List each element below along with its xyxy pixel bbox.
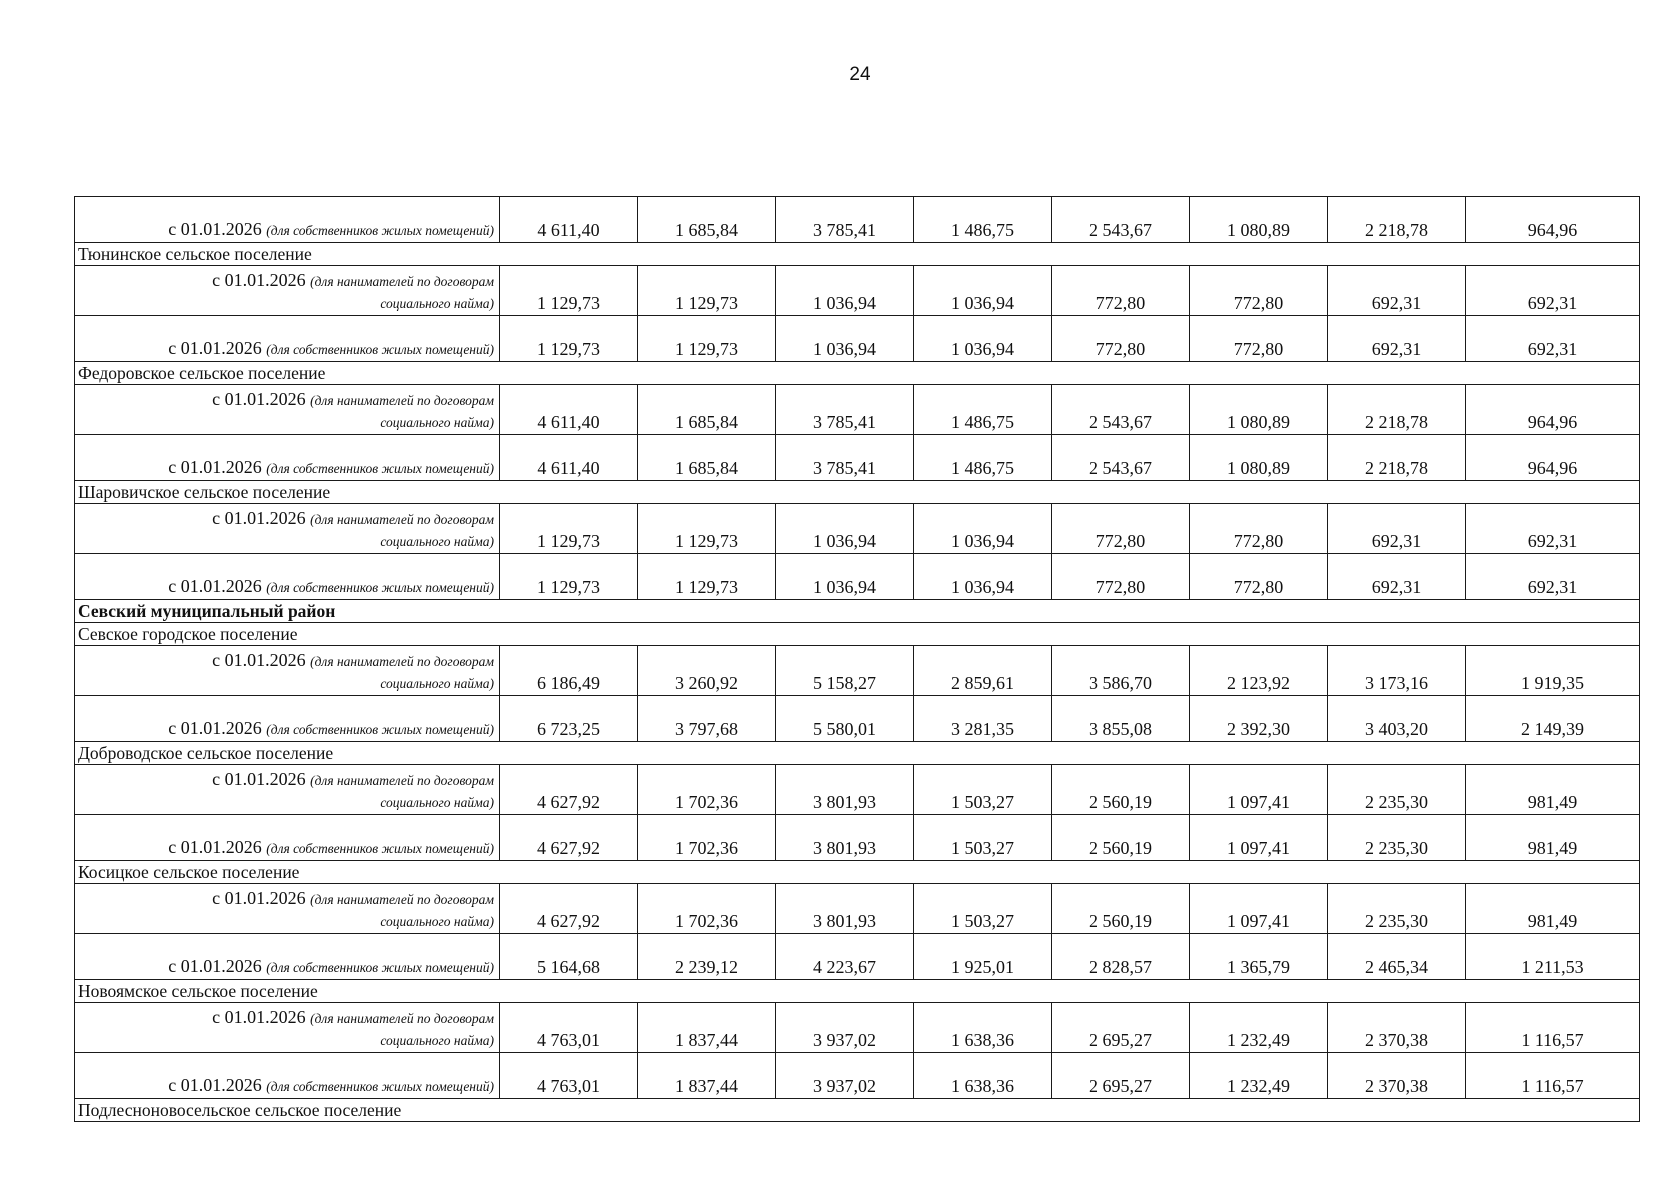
table-cell: 1 503,27 bbox=[914, 884, 1052, 934]
table-cell: 2 239,12 bbox=[638, 934, 776, 980]
table-cell: 3 281,35 bbox=[914, 696, 1052, 742]
row-label-note: (для собственников жилых помещений) bbox=[266, 960, 494, 975]
table-row bbox=[75, 696, 1640, 742]
row-label bbox=[75, 435, 500, 481]
table-cell: 3 937,02 bbox=[776, 1003, 914, 1053]
settlement-header-row bbox=[75, 362, 1640, 385]
table-cell: 1 036,94 bbox=[914, 504, 1052, 554]
table-cell: 981,49 bbox=[1466, 765, 1640, 815]
row-label-note: социального найма) bbox=[380, 676, 494, 691]
table-cell: 1 638,36 bbox=[914, 1053, 1052, 1099]
section-title: Косицкое сельское поселение bbox=[75, 861, 1640, 884]
table-cell: 692,31 bbox=[1328, 266, 1466, 316]
row-label-note: (для собственников жилых помещений) bbox=[266, 342, 494, 357]
table-cell: 1 211,53 bbox=[1466, 934, 1640, 980]
row-label bbox=[75, 554, 500, 600]
row-label-date: с 01.01.2026 bbox=[212, 650, 306, 670]
table-cell: 5 164,68 bbox=[500, 934, 638, 980]
table-cell: 4 627,92 bbox=[500, 884, 638, 934]
section-title: Шаровичское сельское поселение bbox=[75, 481, 1640, 504]
table-cell: 2 392,30 bbox=[1190, 696, 1328, 742]
table-cell: 3 260,92 bbox=[638, 646, 776, 696]
table-cell: 1 925,01 bbox=[914, 934, 1052, 980]
table-cell: 1 129,73 bbox=[500, 316, 638, 362]
page-number: 24 bbox=[849, 64, 871, 85]
row-label-date: с 01.01.2026 bbox=[168, 338, 262, 358]
section-title: Подлесноновосельское сельское поселение bbox=[75, 1099, 1640, 1122]
table-cell: 2 560,19 bbox=[1052, 884, 1190, 934]
table-cell: 2 543,67 bbox=[1052, 385, 1190, 435]
table-cell: 2 370,38 bbox=[1328, 1053, 1466, 1099]
table-cell: 1 129,73 bbox=[500, 266, 638, 316]
table-cell: 1 702,36 bbox=[638, 884, 776, 934]
table-cell: 2 149,39 bbox=[1466, 696, 1640, 742]
table-row bbox=[75, 316, 1640, 362]
table-cell: 3 797,68 bbox=[638, 696, 776, 742]
row-label bbox=[75, 884, 500, 934]
table-cell: 3 785,41 bbox=[776, 197, 914, 243]
row-label bbox=[75, 385, 500, 435]
table-cell: 1 036,94 bbox=[776, 554, 914, 600]
table-cell: 692,31 bbox=[1328, 504, 1466, 554]
row-label-note: (для нанимателей по договорам bbox=[310, 654, 494, 669]
row-label-date: с 01.01.2026 bbox=[168, 956, 262, 976]
table-cell: 3 785,41 bbox=[776, 435, 914, 481]
row-label-date: с 01.01.2026 bbox=[212, 389, 306, 409]
table-cell: 4 627,92 bbox=[500, 815, 638, 861]
row-label-note: социального найма) bbox=[380, 296, 494, 311]
table-cell: 4 611,40 bbox=[500, 197, 638, 243]
row-label-date: с 01.01.2026 bbox=[212, 888, 306, 908]
table-cell: 2 123,92 bbox=[1190, 646, 1328, 696]
row-label-note: (для нанимателей по договорам bbox=[310, 512, 494, 527]
table-cell: 1 503,27 bbox=[914, 815, 1052, 861]
table-cell: 6 186,49 bbox=[500, 646, 638, 696]
table-cell: 2 218,78 bbox=[1328, 385, 1466, 435]
section-title: Новоямское сельское поселение bbox=[75, 980, 1640, 1003]
row-label bbox=[75, 1053, 500, 1099]
table-cell: 1 080,89 bbox=[1190, 197, 1328, 243]
table-cell: 964,96 bbox=[1466, 385, 1640, 435]
table-row bbox=[75, 1053, 1640, 1099]
row-label-note: социального найма) bbox=[380, 1033, 494, 1048]
table-cell: 772,80 bbox=[1052, 316, 1190, 362]
table-cell: 3 855,08 bbox=[1052, 696, 1190, 742]
table-cell: 772,80 bbox=[1190, 504, 1328, 554]
table-cell: 1 036,94 bbox=[914, 266, 1052, 316]
row-label bbox=[75, 934, 500, 980]
row-label-note: (для собственников жилых помещений) bbox=[266, 580, 494, 595]
table-cell: 964,96 bbox=[1466, 197, 1640, 243]
table-cell: 1 702,36 bbox=[638, 815, 776, 861]
table-cell: 1 036,94 bbox=[776, 316, 914, 362]
table-cell: 2 235,30 bbox=[1328, 884, 1466, 934]
table-cell: 1 486,75 bbox=[914, 385, 1052, 435]
table-cell: 1 129,73 bbox=[638, 504, 776, 554]
row-label-date: с 01.01.2026 bbox=[168, 219, 262, 239]
table-cell: 1 129,73 bbox=[500, 554, 638, 600]
table-cell: 6 723,25 bbox=[500, 696, 638, 742]
table-row bbox=[75, 504, 1640, 554]
table-cell: 4 611,40 bbox=[500, 435, 638, 481]
settlement-header-row bbox=[75, 980, 1640, 1003]
row-label bbox=[75, 197, 500, 243]
table-cell: 1 486,75 bbox=[914, 435, 1052, 481]
table-cell: 3 173,16 bbox=[1328, 646, 1466, 696]
section-title: Доброводское сельское поселение bbox=[75, 742, 1640, 765]
table-row bbox=[75, 385, 1640, 435]
table-cell: 2 218,78 bbox=[1328, 197, 1466, 243]
table-cell: 4 763,01 bbox=[500, 1003, 638, 1053]
table-cell: 2 543,67 bbox=[1052, 197, 1190, 243]
table-cell: 1 685,84 bbox=[638, 435, 776, 481]
row-label bbox=[75, 815, 500, 861]
table-cell: 772,80 bbox=[1190, 266, 1328, 316]
row-label-note: (для нанимателей по договорам bbox=[310, 274, 494, 289]
row-label bbox=[75, 316, 500, 362]
section-title: Севский муниципальный район bbox=[75, 600, 1640, 623]
section-title: Севское городское поселение bbox=[75, 623, 1640, 646]
tariff-table bbox=[74, 196, 1640, 1122]
table-cell: 1 097,41 bbox=[1190, 884, 1328, 934]
table-cell: 772,80 bbox=[1052, 554, 1190, 600]
table-cell: 2 828,57 bbox=[1052, 934, 1190, 980]
row-label-note: социального найма) bbox=[380, 914, 494, 929]
table-cell: 1 503,27 bbox=[914, 765, 1052, 815]
table-cell: 5 580,01 bbox=[776, 696, 914, 742]
table-cell: 1 232,49 bbox=[1190, 1053, 1328, 1099]
table-cell: 3 801,93 bbox=[776, 765, 914, 815]
row-label-note: (для нанимателей по договорам bbox=[310, 892, 494, 907]
table-cell: 3 586,70 bbox=[1052, 646, 1190, 696]
row-label-date: с 01.01.2026 bbox=[168, 837, 262, 857]
table-cell: 772,80 bbox=[1052, 504, 1190, 554]
table-cell: 4 611,40 bbox=[500, 385, 638, 435]
table-cell: 2 543,67 bbox=[1052, 435, 1190, 481]
section-title: Тюнинское сельское поселение bbox=[75, 243, 1640, 266]
table-cell: 1 919,35 bbox=[1466, 646, 1640, 696]
table-cell: 2 235,30 bbox=[1328, 815, 1466, 861]
table-cell: 1 036,94 bbox=[776, 504, 914, 554]
table-cell: 1 365,79 bbox=[1190, 934, 1328, 980]
table-cell: 1 129,73 bbox=[638, 554, 776, 600]
table-cell: 2 218,78 bbox=[1328, 435, 1466, 481]
table-cell: 1 116,57 bbox=[1466, 1003, 1640, 1053]
table-cell: 692,31 bbox=[1466, 554, 1640, 600]
row-label bbox=[75, 696, 500, 742]
row-label-note: (для нанимателей по договорам bbox=[310, 773, 494, 788]
settlement-header-row bbox=[75, 243, 1640, 266]
table-cell: 981,49 bbox=[1466, 815, 1640, 861]
table-cell: 692,31 bbox=[1328, 316, 1466, 362]
table-cell: 772,80 bbox=[1190, 554, 1328, 600]
table-cell: 1 837,44 bbox=[638, 1053, 776, 1099]
row-label-note: социального найма) bbox=[380, 795, 494, 810]
table-cell: 3 937,02 bbox=[776, 1053, 914, 1099]
table-cell: 1 116,57 bbox=[1466, 1053, 1640, 1099]
table-cell: 3 785,41 bbox=[776, 385, 914, 435]
table-cell: 1 129,73 bbox=[638, 266, 776, 316]
table-row bbox=[75, 884, 1640, 934]
row-label-note: (для собственников жилых помещений) bbox=[266, 223, 494, 238]
table-cell: 4 223,67 bbox=[776, 934, 914, 980]
table-cell: 3 801,93 bbox=[776, 884, 914, 934]
table-row bbox=[75, 435, 1640, 481]
table-cell: 2 560,19 bbox=[1052, 815, 1190, 861]
row-label bbox=[75, 646, 500, 696]
table-cell: 1 486,75 bbox=[914, 197, 1052, 243]
table-cell: 2 560,19 bbox=[1052, 765, 1190, 815]
district-header-row bbox=[75, 600, 1640, 623]
table-row bbox=[75, 1003, 1640, 1053]
table-row bbox=[75, 934, 1640, 980]
row-label-note: (для собственников жилых помещений) bbox=[266, 461, 494, 476]
row-label-note: (для нанимателей по договорам bbox=[310, 393, 494, 408]
settlement-header-row bbox=[75, 861, 1640, 884]
table-row bbox=[75, 765, 1640, 815]
table-cell: 2 695,27 bbox=[1052, 1053, 1190, 1099]
table-cell: 1 685,84 bbox=[638, 385, 776, 435]
row-label-note: социального найма) bbox=[380, 415, 494, 430]
table-cell: 1 638,36 bbox=[914, 1003, 1052, 1053]
table-row bbox=[75, 554, 1640, 600]
table-cell: 692,31 bbox=[1466, 504, 1640, 554]
table-cell: 692,31 bbox=[1466, 316, 1640, 362]
settlement-header-row bbox=[75, 623, 1640, 646]
table-cell: 4 763,01 bbox=[500, 1053, 638, 1099]
table-row bbox=[75, 197, 1640, 243]
table-row bbox=[75, 266, 1640, 316]
table-cell: 3 403,20 bbox=[1328, 696, 1466, 742]
table-cell: 964,96 bbox=[1466, 435, 1640, 481]
row-label-date: с 01.01.2026 bbox=[212, 1007, 306, 1027]
table-cell: 1 129,73 bbox=[500, 504, 638, 554]
settlement-header-row bbox=[75, 742, 1640, 765]
table-cell: 2 859,61 bbox=[914, 646, 1052, 696]
section-title: Федоровское сельское поселение bbox=[75, 362, 1640, 385]
row-label-date: с 01.01.2026 bbox=[212, 508, 306, 528]
table-cell: 772,80 bbox=[1190, 316, 1328, 362]
row-label bbox=[75, 765, 500, 815]
row-label-date: с 01.01.2026 bbox=[168, 718, 262, 738]
row-label-note: (для собственников жилых помещений) bbox=[266, 841, 494, 856]
table-cell: 1 702,36 bbox=[638, 765, 776, 815]
table-cell: 1 129,73 bbox=[638, 316, 776, 362]
row-label-date: с 01.01.2026 bbox=[212, 769, 306, 789]
row-label bbox=[75, 266, 500, 316]
table-cell: 1 080,89 bbox=[1190, 435, 1328, 481]
table-cell: 1 232,49 bbox=[1190, 1003, 1328, 1053]
table-cell: 692,31 bbox=[1328, 554, 1466, 600]
table-cell: 2 235,30 bbox=[1328, 765, 1466, 815]
tariff-table-body bbox=[75, 197, 1640, 1122]
row-label-date: с 01.01.2026 bbox=[168, 576, 262, 596]
row-label-note: (для собственников жилых помещений) bbox=[266, 1079, 494, 1094]
row-label-note: (для нанимателей по договорам bbox=[310, 1011, 494, 1026]
row-label-note: (для собственников жилых помещений) bbox=[266, 722, 494, 737]
table-cell: 3 801,93 bbox=[776, 815, 914, 861]
row-label bbox=[75, 504, 500, 554]
table-cell: 2 370,38 bbox=[1328, 1003, 1466, 1053]
table-cell: 1 080,89 bbox=[1190, 385, 1328, 435]
table-cell: 1 837,44 bbox=[638, 1003, 776, 1053]
table-cell: 772,80 bbox=[1052, 266, 1190, 316]
table-cell: 1 097,41 bbox=[1190, 815, 1328, 861]
table-cell: 2 465,34 bbox=[1328, 934, 1466, 980]
table-cell: 1 685,84 bbox=[638, 197, 776, 243]
table-cell: 1 036,94 bbox=[914, 554, 1052, 600]
table-cell: 981,49 bbox=[1466, 884, 1640, 934]
table-cell: 2 695,27 bbox=[1052, 1003, 1190, 1053]
table-cell: 1 036,94 bbox=[914, 316, 1052, 362]
row-label-date: с 01.01.2026 bbox=[168, 1075, 262, 1095]
row-label-date: с 01.01.2026 bbox=[168, 457, 262, 477]
settlement-header-row bbox=[75, 1099, 1640, 1122]
settlement-header-row bbox=[75, 481, 1640, 504]
row-label bbox=[75, 1003, 500, 1053]
table-cell: 1 097,41 bbox=[1190, 765, 1328, 815]
table-row bbox=[75, 646, 1640, 696]
table-row bbox=[75, 815, 1640, 861]
table-cell: 4 627,92 bbox=[500, 765, 638, 815]
row-label-note: социального найма) bbox=[380, 534, 494, 549]
table-cell: 5 158,27 bbox=[776, 646, 914, 696]
table-cell: 1 036,94 bbox=[776, 266, 914, 316]
row-label-date: с 01.01.2026 bbox=[212, 270, 306, 290]
table-cell: 692,31 bbox=[1466, 266, 1640, 316]
